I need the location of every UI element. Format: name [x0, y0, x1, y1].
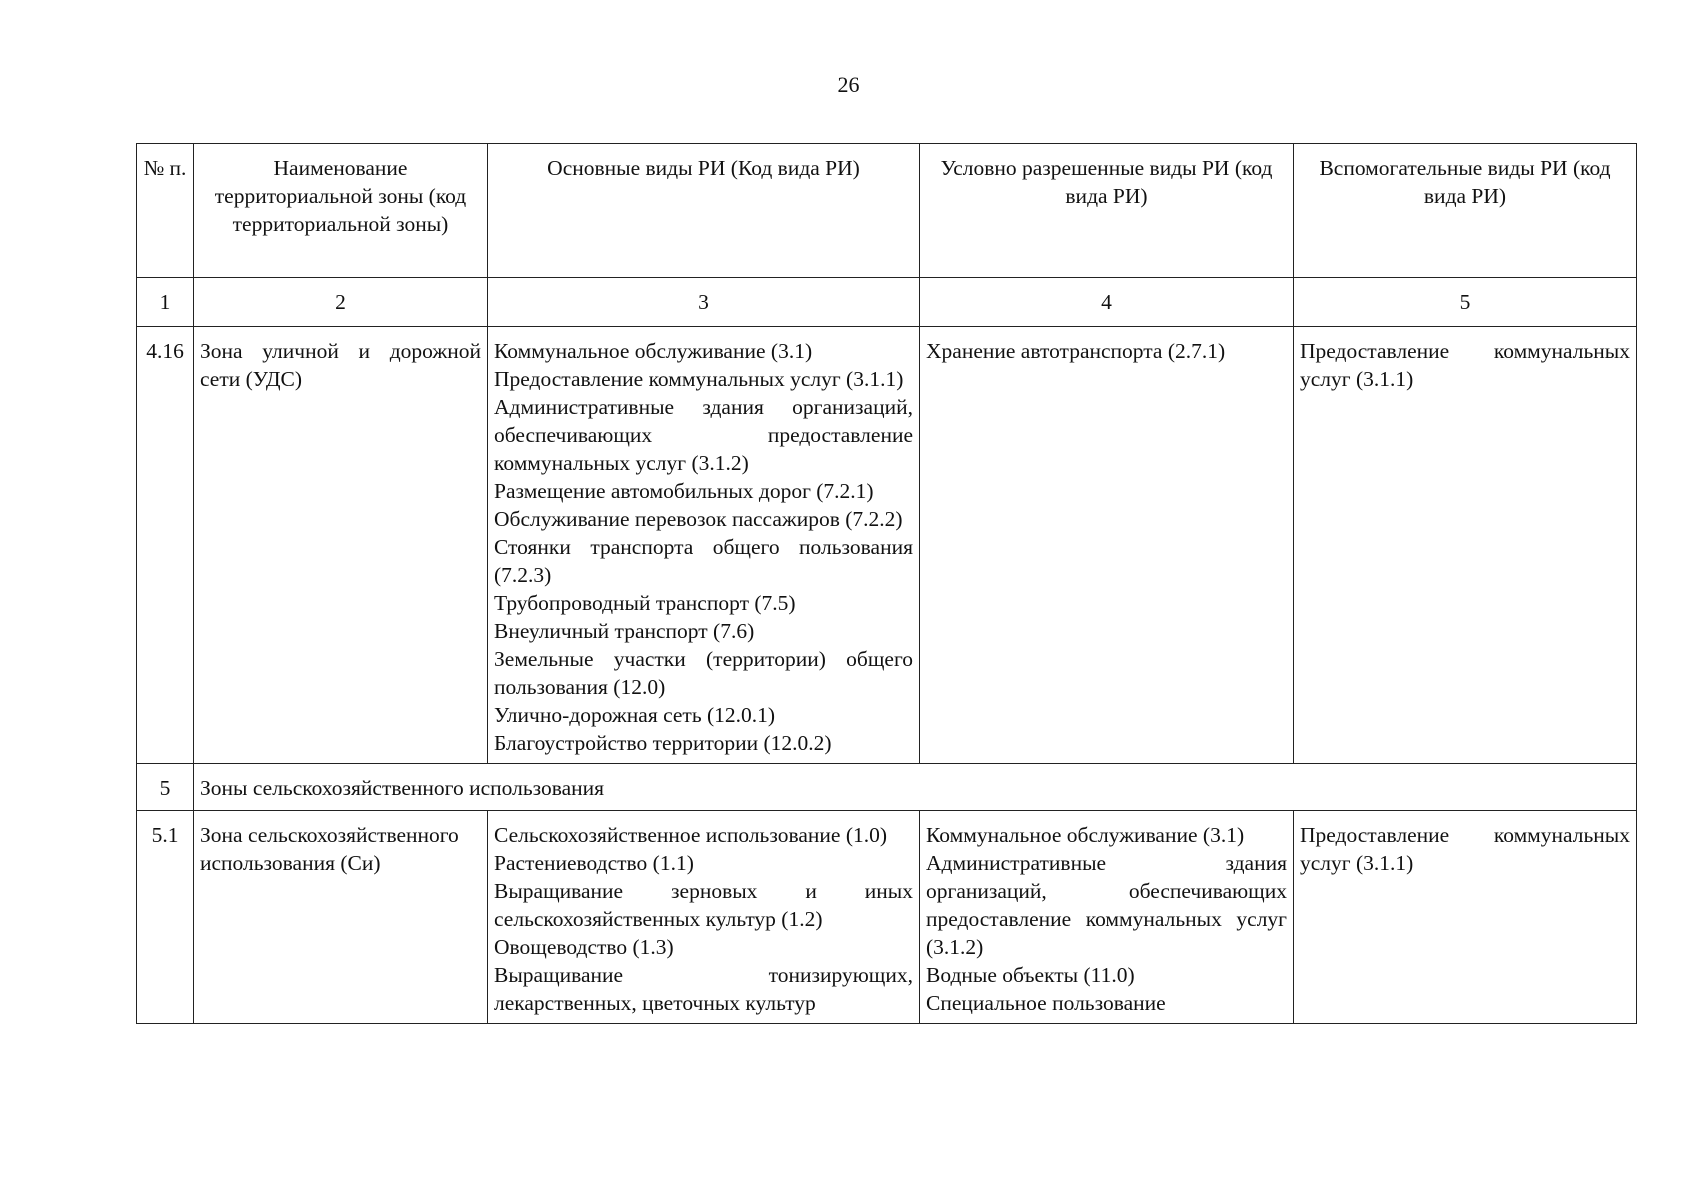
header-row: [137, 144, 1637, 278]
header-auxiliary-uses-text: Вспомогательные виды РИ (код вида РИ): [1319, 156, 1611, 208]
header-main-uses: [488, 144, 920, 278]
header-conditional-uses: [920, 144, 1294, 278]
column-number: 4: [920, 278, 1294, 327]
page-number: 26: [837, 72, 860, 97]
header-conditional-uses-text: Условно разрешенные виды РИ (код вида РИ): [940, 156, 1273, 208]
header-zone-name-text: Наименование территориальной зоны (код территориальной зоны): [214, 156, 467, 236]
header-main-uses-text: Основные виды РИ (Код вида РИ): [547, 156, 860, 180]
header-auxiliary-uses: [1294, 144, 1637, 278]
use-item: Коммунальное обслуживание (3.1): [494, 339, 813, 363]
main-uses-cell: [488, 327, 920, 764]
header-number: [137, 144, 194, 278]
use-item: Специальное пользование: [926, 991, 1166, 1015]
section-title: Зоны сельскохозяйственного использования: [194, 764, 1637, 811]
use-item: Сельскохозяйственное использование (1.0): [494, 823, 888, 847]
use-item: Земельные участки (территории) общего пользования (12.0): [494, 647, 913, 699]
use-item: Выращивание тонизирующих, лекарственных, цветочных культур: [494, 963, 913, 1015]
table-row: [137, 811, 1637, 1024]
use-item: Водные объекты (11.0): [926, 963, 1135, 987]
main-uses-cell: [488, 811, 920, 1024]
use-item: Овощеводство (1.3): [494, 935, 674, 959]
section-row: [137, 764, 1637, 811]
use-item: Улично-дорожная сеть (12.0.1): [494, 703, 776, 727]
use-item: Предоставление коммунальных услуг (3.1.1): [1300, 823, 1630, 875]
zone-name: Зона уличной и дорожной сети (УДС): [194, 327, 488, 764]
auxiliary-uses-cell: [1294, 327, 1637, 764]
table-row: [137, 327, 1637, 764]
use-item: Внеуличный транспорт (7.6): [494, 619, 755, 643]
zones-table: [136, 143, 1637, 1024]
column-number: 5: [1294, 278, 1637, 327]
use-item: Растениеводство (1.1): [494, 851, 694, 875]
use-item: Административные здания организаций, обеспечивающих предоставление коммунальных услуг (3.1.2): [926, 851, 1287, 959]
use-item: Хранение автотранспорта (2.7.1): [926, 339, 1226, 363]
use-item: Трубопроводный транспорт (7.5): [494, 591, 796, 615]
conditional-uses-cell: [920, 327, 1294, 764]
use-item: Предоставление коммунальных услуг (3.1.1): [1300, 339, 1630, 391]
zone-name: Зона сельскохозяйственного использования (Си): [194, 811, 488, 1024]
use-item: Коммунальное обслуживание (3.1): [926, 823, 1245, 847]
use-item: Размещение автомобильных дорог (7.2.1): [494, 479, 874, 503]
use-item: Предоставление коммунальных услуг (3.1.1): [494, 367, 904, 391]
column-number-row: [137, 278, 1637, 327]
row-number: 4.16: [137, 327, 194, 764]
conditional-uses-cell: [920, 811, 1294, 1024]
column-number: 2: [194, 278, 488, 327]
row-number: 5: [137, 764, 194, 811]
header-number-text: № п.: [143, 156, 187, 180]
use-item: Административные здания организаций, обеспечивающих предоставление коммунальных услуг (3.1.2): [494, 395, 913, 475]
use-item: Обслуживание перевозок пассажиров (7.2.2): [494, 507, 903, 531]
column-number: 3: [488, 278, 920, 327]
use-item: Стоянки транспорта общего пользования (7.2.3): [494, 535, 913, 587]
column-number: 1: [137, 278, 194, 327]
use-item: Благоустройство территории (12.0.2): [494, 731, 832, 755]
header-zone-name: [194, 144, 488, 278]
auxiliary-uses-cell: [1294, 811, 1637, 1024]
use-item: Выращивание зерновых и иных сельскохозяйственных культур (1.2): [494, 879, 913, 931]
row-number: 5.1: [137, 811, 194, 1024]
